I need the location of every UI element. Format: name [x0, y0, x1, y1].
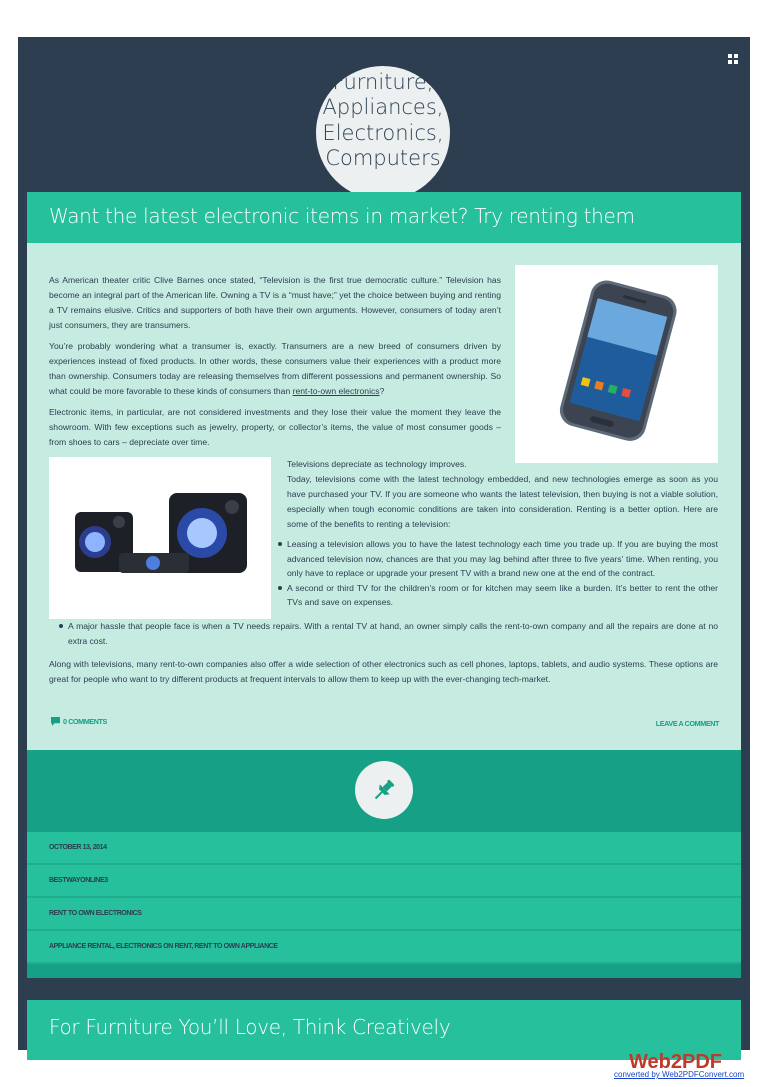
benefits-list — [287, 537, 718, 610]
list-item: A major hassle that people face is when a TV needs repairs. With a rental TV at hand, an owner simply calls the rent-to-own company and all the repairs are done at no extra cost. — [68, 619, 718, 648]
post-title[interactable]: Want the latest electronic items in market? Try renting them — [49, 204, 635, 228]
paragraph: Today, televisions come with the latest technology embedded, and new technologies emerge as soon as you have purchased your TV. If you are someone who wants the latest television, then buying is not a viable solution, especially when tough economic conditions are taken into consideration. Renting is a better option. Here are some of the benefits to renting a television: — [287, 474, 718, 529]
rent-to-own-electronics-link[interactable]: rent-to-own electronics — [292, 386, 380, 396]
comments-count[interactable]: 0 COMMENTS — [63, 717, 107, 726]
post-date[interactable]: OCTOBER 13, 2014 — [49, 844, 107, 851]
benefits-list — [68, 619, 718, 648]
comments-link[interactable] — [51, 717, 107, 726]
post-meta — [27, 750, 741, 978]
page-wrapper — [18, 37, 750, 1050]
list-item: A second or third TV for the children’s room or for kitchen may seem like a burden. It’s better to rent the other TVs and save on expenses. — [287, 581, 718, 610]
pushpin-icon — [371, 777, 397, 803]
post-author[interactable]: BESTWAYONLINE3 — [49, 877, 108, 884]
web2pdf-logo — [627, 1050, 723, 1072]
paragraph — [49, 339, 501, 399]
site-title[interactable]: Rent to Own Furniture, Appliances, Electronics, Computers — [318, 44, 448, 170]
site-logo[interactable] — [316, 44, 450, 200]
converter-link[interactable]: converted by Web2PDFConvert.com — [614, 1070, 745, 1079]
post-header — [27, 192, 741, 243]
svg-text:Web2PDF: Web2PDF — [629, 1051, 722, 1073]
post-tags-row — [27, 931, 741, 964]
paragraph: Electronic items, in particular, are not considered investments and they lose their value the moment they leave the showroom. With few exceptions such as jewelry, property, or collector’s items, the value of most consumer goods – from shoes to cars – depreciate over time. — [49, 407, 501, 447]
post-category[interactable]: RENT TO OWN ELECTRONICS — [49, 910, 142, 917]
post-tags[interactable]: APPLIANCE RENTAL, ELECTRONICS ON RENT, RENT TO OWN APPLIANCE — [49, 943, 278, 950]
list-item: Leasing a television allows you to have the latest technology each time you trade up. If you are buying the most advanced television now, chances are that you may lag behind after three to five years’ time. When renting, you only have to replace or upgrade your present TV with a brand new one at the end of the contract. — [287, 537, 718, 581]
paragraph: Televisions depreciate as technology improves. — [287, 459, 467, 469]
paragraph-text: You’re probably wondering what a transumer is, exactly. Transumers are a new breed of consumers driven by experiences instead of fixed products. In other words, these consumers value their experiences with a product more than ownership. Consumers today are releasing themselves from different possessions and permanent ownership. So what could be more favorable to these kinds of consumers than — [49, 341, 501, 396]
post-date-row — [27, 832, 741, 865]
grid-icon[interactable] — [728, 54, 738, 64]
paragraph: Along with televisions, many rent-to-own companies also offer a wide selection of other electronics such as cell phones, laptops, tablets, and audio systems. These options are great for people who want to try different products at frequent intervals to allow them to keep up with the ever-changing tech-market. — [49, 659, 718, 684]
pin-badge — [355, 761, 413, 819]
leave-comment-link[interactable]: LEAVE A COMMENT — [655, 719, 719, 728]
post-author-row — [27, 865, 741, 898]
paragraph-text: ? — [379, 386, 385, 396]
post-article — [27, 192, 741, 750]
post-title[interactable]: For Furniture You’ll Love, Think Creatively — [49, 1015, 451, 1039]
smartphone-image — [515, 265, 718, 463]
comment-icon — [51, 717, 60, 726]
post-category-row — [27, 898, 741, 931]
audio-system-image — [49, 457, 271, 619]
paragraph: As American theater critic Clive Barnes once stated, “Television is the first true democratic culture.” Television has become an integral part of the American life. Owning a TV is a “must have;” yet the choice between buying and renting a TV remains elusive. Critics and supporters of both have their own arguments. However, consumers of today aren’t just consumers, they are transumers. — [49, 275, 501, 330]
